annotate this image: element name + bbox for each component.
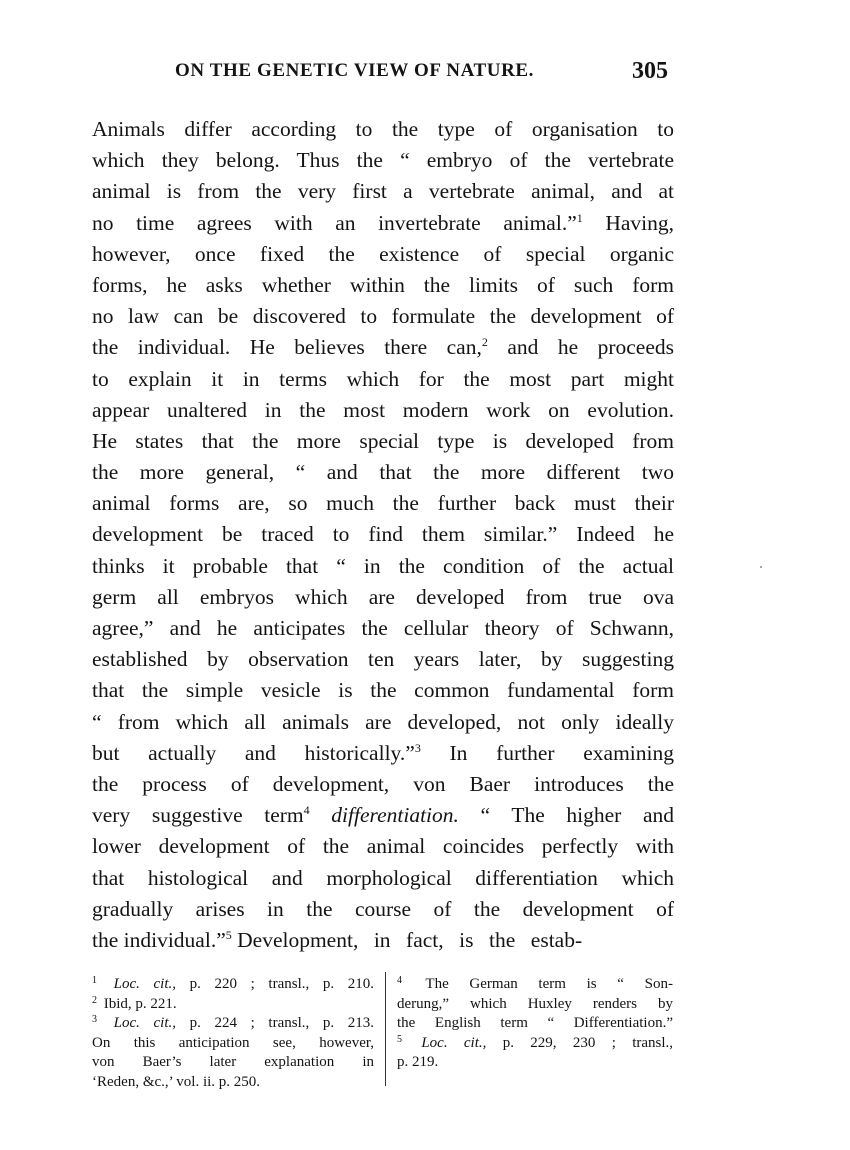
body-line <box>92 738 674 769</box>
italic-term: differentiation. <box>331 803 459 828</box>
running-head: ON THE GENETIC VIEW OF NATURE. <box>175 60 535 81</box>
footnote-line: On this anticipation see, however, <box>92 1034 374 1051</box>
footnote-number: 4 <box>397 975 402 986</box>
body-line-text: In further examining <box>449 740 674 765</box>
body-line <box>92 800 674 831</box>
body-line: that the simple vesicle is the common fundamental form <box>92 678 674 703</box>
footnote-line <box>92 995 374 1015</box>
body-line-text: and he proceeds <box>507 335 674 360</box>
body-line: animal is from the very first a vertebrate animal, and at <box>92 179 674 204</box>
footnote-text: p. 224 ; transl., p. 213. <box>189 1015 374 1031</box>
footnote-number: 3 <box>92 1014 97 1025</box>
body-line: the more general, “ and that the more different two <box>92 460 674 485</box>
body-line-text: Having, <box>605 210 675 235</box>
footnotes-right-column <box>397 975 673 1073</box>
body-line: gradually arises in the course of the development of <box>92 896 674 921</box>
body-line: the process of development, von Baer introduces the <box>92 771 674 796</box>
footnote-text: Ibid, p. 221. <box>103 995 177 1012</box>
footnote-line: ‘Reden, &c.,’ vol. ii. p. 250. <box>92 1073 261 1090</box>
footnote-ref-italic: Loc. cit., <box>113 976 176 992</box>
body-line-text: the individual. He believes there can, <box>92 335 482 360</box>
footnote-line <box>397 975 673 995</box>
body-line: to explain it in terms which for the most part might <box>92 366 674 391</box>
body-line: that histological and morphological differentiation which <box>92 865 674 890</box>
footnote-number: 5 <box>397 1033 402 1045</box>
body-line: development be traced to find them similar.” Indeed he <box>92 522 674 547</box>
footnote-line: von Baer’s later explanation in <box>92 1054 374 1070</box>
body-line-text: very suggestive term <box>92 803 304 828</box>
footnote-text: p. 229, 230 ; transl., <box>502 1034 674 1051</box>
body-line: no law can be discovered to formulate the development of <box>92 304 674 329</box>
footnote-line: p. 219. <box>397 1054 439 1070</box>
footnote-text: p. 220 ; transl., p. 210. <box>189 976 374 992</box>
body-line <box>92 925 674 956</box>
footnote-column-divider <box>385 972 386 1086</box>
footnote-number: 2 <box>92 994 97 1006</box>
body-line: lower development of the animal coincides perfectly with <box>92 834 674 859</box>
body-line <box>92 332 674 363</box>
body-line: Animals differ according to the type of organisation to <box>92 117 674 141</box>
footnote-ref-italic: Loc. cit., <box>113 1015 176 1031</box>
footnote-ref: 3 <box>414 740 421 755</box>
page-number: 305 <box>632 58 668 84</box>
footnote-text: The German term is “ Son- <box>425 976 673 992</box>
footnote-line <box>397 1034 673 1054</box>
footnote-line <box>92 975 374 995</box>
body-line: He states that the more special type is developed from <box>92 428 674 453</box>
footnote-ref: 5 <box>225 927 232 942</box>
body-line: forms, he asks whether within the limits of such form <box>92 272 674 297</box>
body-line: germ all embryos which are developed from true ova <box>92 584 674 609</box>
body-line: however, once fixed the existence of special organic <box>92 241 674 266</box>
body-line: which they belong. Thus the “ embryo of the vertebrate <box>92 148 674 173</box>
body-line: agree,” and he anticipates the cellular theory of Schwann, <box>92 616 674 640</box>
body-line <box>92 208 674 239</box>
footnote-number: 1 <box>92 975 97 986</box>
footnote-ref-italic: Loc. cit., <box>421 1034 487 1051</box>
footnotes-left-column <box>92 975 374 1092</box>
footnote-ref: 2 <box>481 335 488 350</box>
footnote-ref: 4 <box>303 803 310 818</box>
footnote-ref: 1 <box>576 210 583 225</box>
body-line-text: “ The higher and <box>480 803 674 828</box>
footnote-line <box>92 1014 374 1034</box>
body-line-text: the individual.” <box>92 927 226 952</box>
body-line-text: Development, in fact, is the estab- <box>237 927 583 952</box>
body-line: established by observation ten years later, by suggesting <box>92 647 674 672</box>
body-line: appear unaltered in the most modern work on evolution. <box>92 397 674 422</box>
margin-speck <box>760 566 762 568</box>
footnote-line: the English term “ Differentiation.” <box>397 1015 673 1031</box>
body-line-text: no time agrees with an invertebrate animal.” <box>92 210 577 235</box>
footnote-line: derung,” which Huxley renders by <box>397 995 673 1012</box>
body-line-text: but actually and historically.” <box>92 740 415 765</box>
body-line: “ from which all animals are developed, not only ideally <box>92 709 674 734</box>
body-line: thinks it probable that “ in the condition of the actual <box>92 553 674 578</box>
body-text <box>92 114 674 956</box>
body-line: animal forms are, so much the further back must their <box>92 491 674 516</box>
